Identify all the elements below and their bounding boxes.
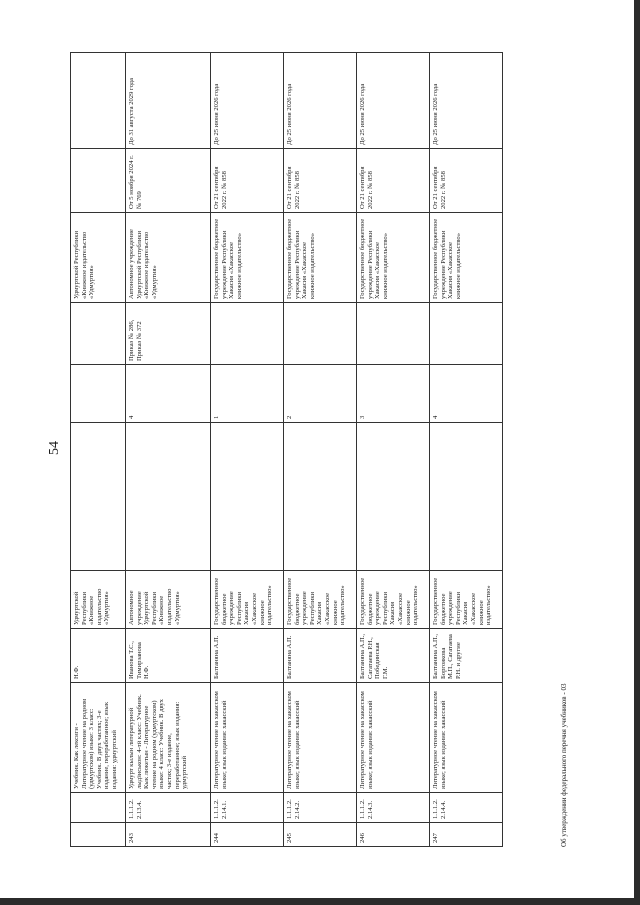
publisher-2: Удмуртской Республики «Книжное издательство «Удмуртия»	[71, 213, 126, 303]
row-number: 247	[430, 823, 503, 847]
col-empty	[71, 423, 126, 571]
row-number: 244	[211, 823, 284, 847]
page-number: 54	[47, 441, 62, 455]
row-code: 1.1.1.2.2.13.4.	[126, 793, 211, 823]
table-row	[71, 53, 126, 847]
row-code: 1.1.1.2.2.14.4.	[430, 793, 503, 823]
book-title: Литературное чтение на хакасском языке; язык издания: хакасский	[357, 683, 430, 793]
valid-until: До 25 июня 2026 года	[284, 53, 357, 149]
table-row	[284, 53, 357, 847]
row-number: 245	[284, 823, 357, 847]
book-authors: Балтаняна А.П., Боргоякова М.П., Сагатаева Р.Н. и другие	[430, 629, 503, 683]
grade: 4	[430, 365, 503, 423]
table-row	[126, 53, 211, 847]
row-number: 243	[126, 823, 211, 847]
grade: 2	[284, 365, 357, 423]
table-row	[211, 53, 284, 847]
publisher-2: Государственное бюджетное учреждение Республики Хакасия «Хакасское книжное издательство»	[211, 213, 284, 303]
book-authors: Балтаняна А.П.	[284, 629, 357, 683]
row-code	[71, 793, 126, 823]
order-date: От 21 сентября 2022 г. № 858	[430, 149, 503, 213]
order-ref: Приказ № 286, Приказ № 372	[126, 303, 211, 365]
book-title: Удмурт кылын литературной лыдӟиськон: 4-тӥ класс: Учебник. Кык люкетын - Литературное чтение на родном (удмуртском) языке: 4 класс: Учебник. В двух частях; 3-е издание, переработанное; язык издания: удмуртский	[126, 683, 211, 793]
grade: 4	[126, 365, 211, 423]
book-title: Учебник. Как лексиги - Литературное чтение на родном (удмуртском) языке: 3 класс: Учебник. В двух частях; 3-е издание, переработанное; язык издания: удмуртский	[71, 683, 126, 793]
grade: 3	[357, 365, 430, 423]
col-empty	[211, 423, 284, 571]
book-publisher: Государственное бюджетное учреждение Республики Хакасия «Хакасское книжное издательство»	[211, 571, 284, 629]
scan-edge-right	[634, 0, 640, 905]
col-empty	[284, 423, 357, 571]
order-ref	[71, 303, 126, 365]
grade	[71, 365, 126, 423]
order-date: От 21 сентября 2022 г. № 858	[284, 149, 357, 213]
table-row	[357, 53, 430, 847]
textbook-table	[70, 52, 503, 847]
book-publisher: Государственное бюджетное учреждение Республики Хакасия «Хакасское книжное издательство»	[430, 571, 503, 629]
scan-edge-bottom	[0, 898, 640, 905]
publisher-2: Государственное бюджетное учреждение Республики Хакасия «Хакасское книжное издательство»	[430, 213, 503, 303]
row-code: 1.1.1.2.2.14.2.	[284, 793, 357, 823]
book-title: Литературное чтение на хакасском языке; язык издания: хакасский	[284, 683, 357, 793]
row-number	[71, 823, 126, 847]
valid-until: До 25 июня 2026 года	[211, 53, 284, 149]
row-code: 1.1.1.2.2.14.3.	[357, 793, 430, 823]
grade: 1	[211, 365, 284, 423]
book-authors: Балтаняна А.П., Сагатаева Р.Н., Побединская Г.М.	[357, 629, 430, 683]
footer-note: Об утверждении федерального перечня учебников - 03	[560, 683, 568, 847]
valid-until: До 31 августа 2029 года	[126, 53, 211, 149]
order-ref	[211, 303, 284, 365]
book-publisher: Государственное бюджетное учреждение Республики Хакасия «Хакасское книжное издательство»	[284, 571, 357, 629]
valid-until: До 25 июня 2026 года	[357, 53, 430, 149]
order-date	[71, 149, 126, 213]
row-number: 246	[357, 823, 430, 847]
order-ref	[357, 303, 430, 365]
order-date: От 21 сентября 2022 г. № 858	[211, 149, 284, 213]
book-authors: Балтаняна А.П.	[211, 629, 284, 683]
order-date: От 5 ноября 2024 г. № 769	[126, 149, 211, 213]
col-empty	[126, 423, 211, 571]
row-code: 1.1.1.2.2.14.1.	[211, 793, 284, 823]
col-empty	[357, 423, 430, 571]
order-ref	[430, 303, 503, 365]
valid-until	[71, 53, 126, 149]
book-publisher: Государственное бюджетное учреждение Республики Хакасия «Хакасское книжное издательство»	[357, 571, 430, 629]
order-ref	[284, 303, 357, 365]
order-date: От 21 сентября 2022 г. № 858	[357, 149, 430, 213]
book-authors: Иванова Т.С., Тимирзанова Н.Ф.	[126, 629, 211, 683]
col-empty	[430, 423, 503, 571]
book-authors: Н.Ф.	[71, 629, 126, 683]
publisher-2: Государственное бюджетное учреждение Республики Хакасия «Хакасское книжное издательство»	[357, 213, 430, 303]
book-title: Литературное чтение на хакасском языке; язык издания: хакасский	[430, 683, 503, 793]
book-publisher: Автономное учреждение Удмуртской Республики «Книжное издательство «Удмуртия»	[126, 571, 211, 629]
table-row	[430, 53, 503, 847]
valid-until: До 25 июня 2026 года	[430, 53, 503, 149]
book-title: Литературное чтение на хакасском языке; язык издания: хакасский	[211, 683, 284, 793]
publisher-2: Автономное учреждение Удмуртской Республики «Книжное издательство «Удмуртия»	[126, 213, 211, 303]
rotated-sheet	[60, 47, 580, 857]
publisher-2: Государственное бюджетное учреждение Республики Хакасия «Хакасское книжное издательство»	[284, 213, 357, 303]
book-publisher: Удмуртской Республики «Книжное издательство «Удмуртия»	[71, 571, 126, 629]
